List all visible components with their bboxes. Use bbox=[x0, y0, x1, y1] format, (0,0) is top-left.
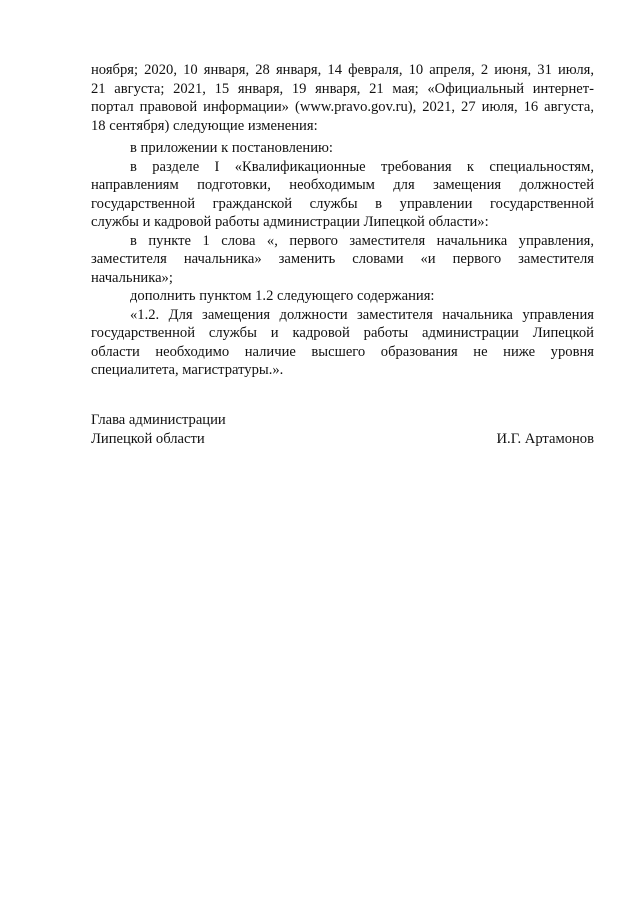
signatory-position-line-2: Липецкой области bbox=[91, 431, 205, 447]
paragraph-amendment-sources bbox=[91, 61, 594, 135]
paragraph-point-one bbox=[91, 232, 594, 288]
text-line: специалитета, магистратуры.». bbox=[91, 362, 284, 378]
text-line: начальника»; bbox=[91, 269, 173, 286]
paragraph-section-one bbox=[91, 158, 594, 232]
text-line: в пункте 1 слова «, первого заместителя начальника управления, bbox=[130, 232, 594, 249]
text-line: заместителя начальника» заменить словами «и первого заместителя bbox=[91, 251, 594, 267]
document-body bbox=[91, 61, 594, 380]
paragraph-appendix-intro bbox=[91, 139, 594, 158]
paragraph-point-1-2-quote bbox=[91, 306, 594, 380]
paragraph-add-point bbox=[91, 287, 594, 306]
text-line: службы и кадровой работы администрации Липецкой области»: bbox=[91, 214, 489, 230]
signature-block bbox=[91, 411, 594, 449]
signatory-position-line-1: Глава администрации bbox=[91, 412, 226, 428]
signature-row bbox=[91, 430, 594, 449]
text-line: государственной гражданской службы в управлении государственной bbox=[91, 195, 594, 212]
text-line: портал правовой информации» (www.pravo.gov.ru), 2021, 27 июля, 16 августа, bbox=[91, 99, 594, 115]
text-line: дополнить пунктом 1.2 следующего содержания: bbox=[130, 288, 435, 304]
text-line: 21 августа; 2021, 15 января, 19 января, 21 мая; «Официальный интернет- bbox=[91, 80, 594, 97]
text-line: в разделе I «Квалификационные требования к специальностям, bbox=[130, 158, 594, 175]
text-line: 18 сентября) следующие изменения: bbox=[91, 117, 318, 134]
signature-row bbox=[91, 411, 594, 430]
text-line: области необходимо наличие высшего образования не ниже уровня bbox=[91, 343, 594, 360]
text-line: «1.2. Для замещения должности заместителя начальника управления bbox=[130, 306, 594, 323]
text-line: направлениям подготовки, необходимым для замещения должностей bbox=[91, 177, 594, 193]
text-line: в приложении к постановлению: bbox=[130, 140, 333, 156]
signatory-name: И.Г. Артамонов bbox=[496, 431, 594, 447]
text-line: ноября; 2020, 10 января, 28 января, 14 февраля, 10 апреля, 2 июня, 31 июля, bbox=[91, 62, 594, 78]
text-line: государственной службы и кадровой работы администрации Липецкой bbox=[91, 325, 594, 341]
